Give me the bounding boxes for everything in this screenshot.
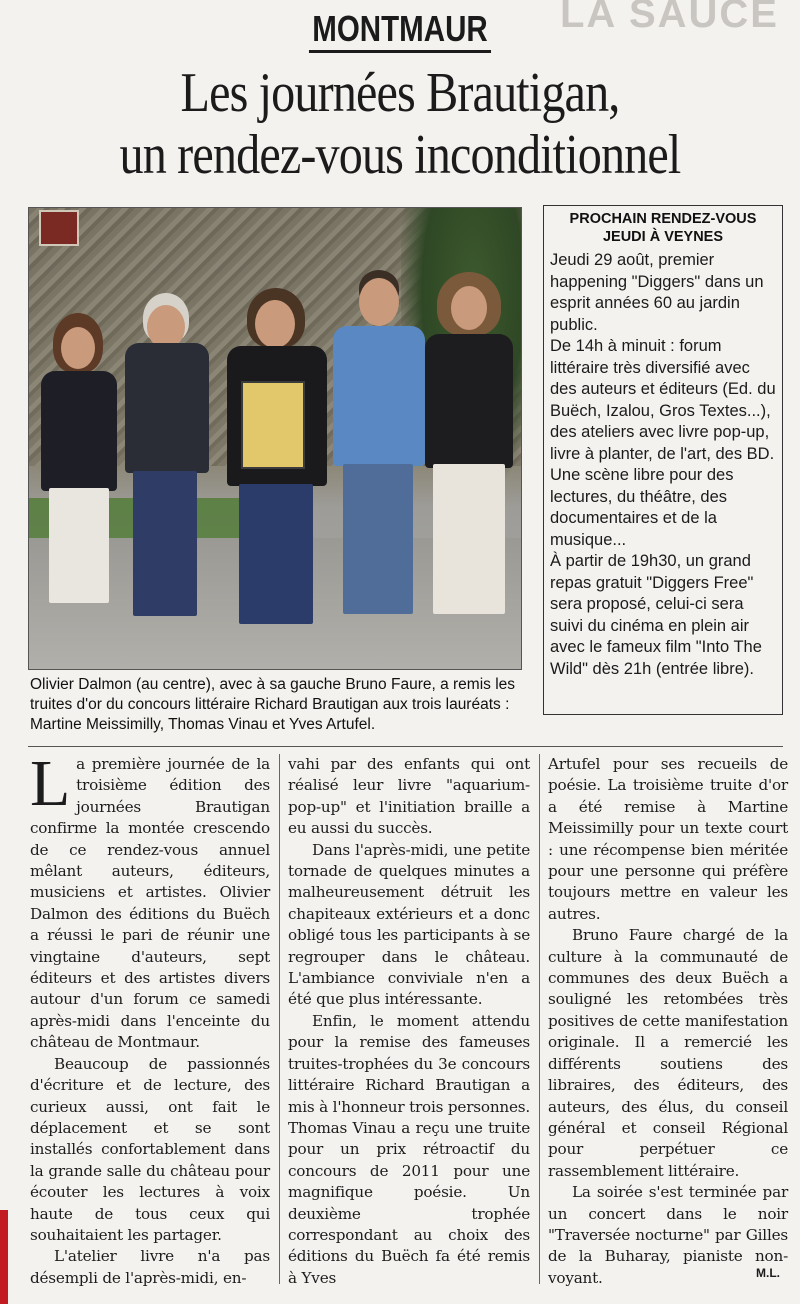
author-signature: M.L.: [756, 1266, 780, 1280]
sidebar-paragraph-2: De 14h à minuit : forum littéraire très diversifié avec des auteurs et éditeurs (Ed. du Buëch, Izalou, Gros Textes...), des ateliers avec livre pop-up, livre à planter, de l'art, des BD. Une scène libre pour des lectures, du théâtre, des documentaires et de la musique...: [550, 337, 776, 549]
column-rule: [539, 754, 540, 1284]
sidebar-box: [543, 205, 783, 715]
person-bruno: [117, 293, 217, 638]
person-yves: [419, 268, 519, 648]
kicker: [0, 8, 800, 53]
paragraph-text: a première journée de la troisième édition des journées Brautigan confirme la montée crescendo de ce rendez-vous annuel mêlant auteurs, éditeurs, musiciens et artistes. Olivier Dalmon des éditions du Buëch a réussi le pari de réunir une vingtaine d'auteurs, sept éditeurs et des artistes divers autour d'un forum ce samedi après-midi dans l'enceinte du château de Montmaur.: [30, 755, 270, 1052]
headline-line-2: un rendez-vous inconditionnel: [119, 124, 681, 186]
section-divider: [28, 746, 783, 747]
ghost-header-text: LA SAUCE: [560, 0, 779, 36]
person-martine: [35, 313, 125, 643]
article-paragraph: Enfin, le moment attendu pour la remise des fameuses truites-trophées du 3e concours littéraire Richard Brautigan a mis à l'honneur trois personnes. Thomas Vinau a reçu une truite pour un prix rétroactif du concours de 2011 pour une magnifique poésie. Un deuxième trophée correspondant au choix des éditions du Buëch fa été remis à Yves: [288, 1011, 530, 1287]
red-margin-mark: [0, 1210, 8, 1304]
article-paragraph: Bruno Faure chargé de la culture à la communauté de communes des deux Buëch a souligné les retombées très positives de cette manifestation originale. Il a remercié les différents soutiens des libraires, des éditeurs, des auteurs, des élus, du conseil général et conseil Régional pour perpétuer ce rassemblement littéraire.: [548, 926, 788, 1180]
poster: [241, 381, 305, 469]
article-paragraph: La soirée s'est terminée par un concert dans le noir "Traversée nocturne" par Gilles de la Buharay, pianiste non-voyant.: [548, 1183, 788, 1287]
article-paragraph: Artufel pour ses recueils de poésie. La troisième truite d'or a été remise à Martine Meissimilly pour un texte court : une récompense bien méritée pour une personne qui préfère toujours mettre en valeur les autres.: [548, 755, 788, 923]
kicker-text: MONTMAUR: [309, 8, 491, 53]
article-paragraph: Beaucoup de passionnés d'écriture et de lecture, des curieux aussi, ont fait le déplacement et se sont installés confortablement dans la grande salle du château pour écouter les lectures à voix haute de tous ceux qui souhaitaient les partager.: [30, 1054, 270, 1244]
sidebar-paragraph-1: Jeudi 29 août, premier happening "Diggers" dans un esprit années 60 au jardin public.: [550, 251, 764, 334]
sidebar-title-line-2: JEUDI À VEYNES: [602, 229, 724, 245]
article-column-2: [288, 754, 530, 1289]
headline: [0, 62, 800, 186]
article-photo: [28, 207, 522, 670]
headline-line-1: Les journées Brautigan,: [180, 62, 620, 124]
article-column-3: [548, 754, 788, 1289]
photo-caption: Olivier Dalmon (au centre), avec à sa gauche Bruno Faure, a remis les truites d'or du concours littéraire Richard Brautigan aux trois lauréats : Martine Meissimilly, Thomas Vinau et Yves Artufel.: [30, 676, 516, 733]
person-thomas: [329, 270, 429, 630]
article-column-1: [30, 747, 270, 1289]
window: [39, 210, 79, 246]
article-paragraph: Dans l'après-midi, une petite tornade de quelques minutes a malheureusement détruit les chapiteaux extérieurs et a donc obligé tous les participants à se regrouper dans le château. L'ambiance conviviale n'en a été que plus intéressante.: [288, 840, 530, 1009]
drop-cap: L: [30, 747, 71, 820]
sidebar-paragraph-3: À partir de 19h30, un grand repas gratuit "Diggers Free" sera proposé, celui-ci sera suivi du cinéma en plein air avec le fameux film "Into The Wild" dès 21h (entrée libre).: [550, 552, 762, 678]
article-paragraph: vahi par des enfants qui ont réalisé leur livre "aquarium-pop-up" et l'initiation braille a eu aussi du succès.: [288, 755, 530, 838]
sidebar-title-line-1: PROCHAIN RENDEZ-VOUS: [569, 211, 757, 227]
sidebar-title: [550, 210, 776, 250]
column-rule: [279, 754, 280, 1284]
article-paragraph: [30, 747, 270, 1054]
article-paragraph: L'atelier livre n'a pas désempli de l'après-midi, en-: [30, 1247, 270, 1287]
